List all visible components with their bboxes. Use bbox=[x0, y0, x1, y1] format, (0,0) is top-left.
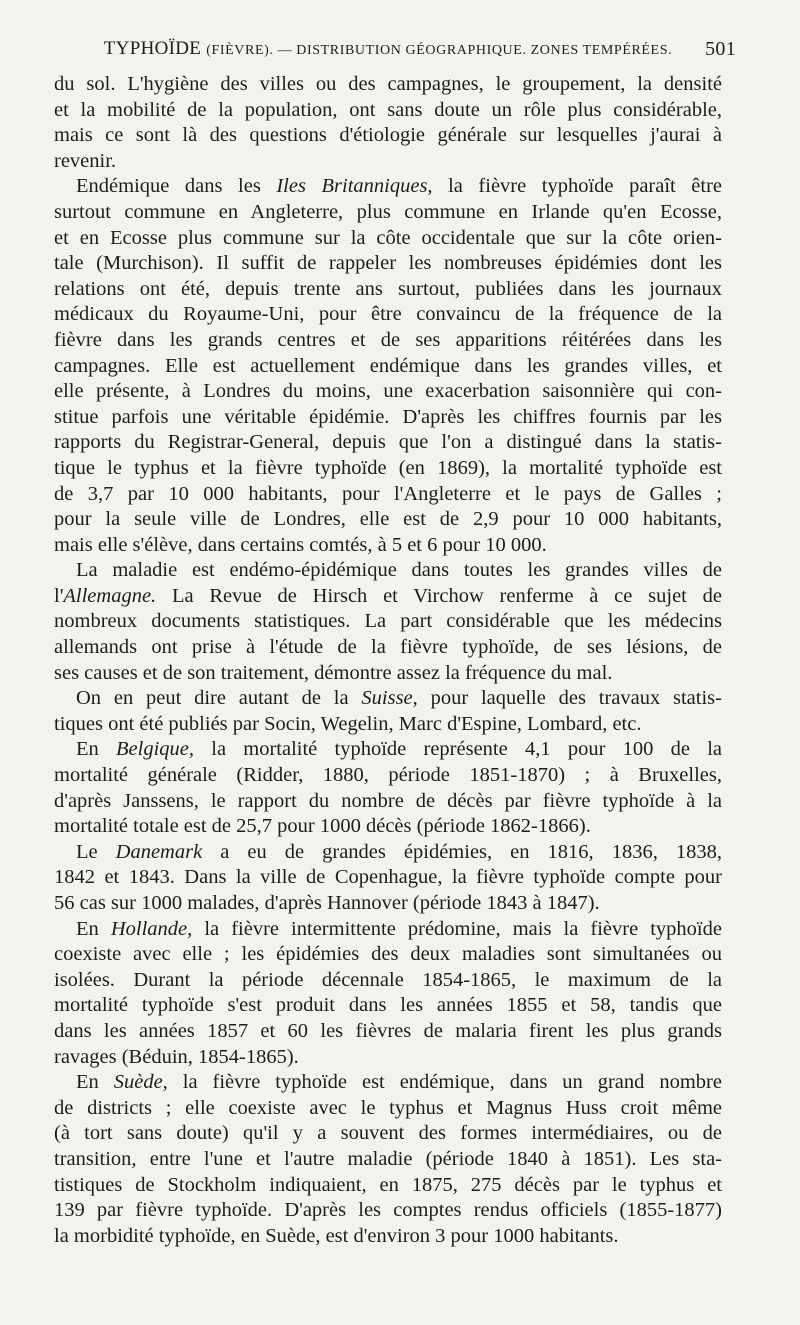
italic-term: Iles Britanniques, bbox=[276, 175, 433, 198]
running-head bbox=[54, 38, 736, 68]
text-line bbox=[54, 1224, 722, 1250]
text-run: la morbidité typhoïde, en Suède, est d'environ 3 pour 1000 habitants. bbox=[54, 1224, 619, 1247]
text-run: fièvre dans les grands centres et de ses apparitions réitérées dans les bbox=[54, 328, 722, 351]
body-text bbox=[54, 72, 722, 1249]
italic-term: Suède, bbox=[113, 1071, 168, 1094]
italic-term: Belgique, bbox=[116, 738, 195, 761]
text-run: isolées. Durant la période décennale 1854-1865, le maximum de la bbox=[54, 968, 722, 991]
text-line bbox=[54, 609, 722, 635]
text-run: En bbox=[76, 1071, 114, 1094]
text-line bbox=[54, 661, 722, 687]
text-line bbox=[54, 174, 722, 200]
text-line bbox=[54, 123, 722, 149]
text-line bbox=[54, 456, 722, 482]
text-line bbox=[54, 993, 722, 1019]
text-run: de districts ; elle coexiste avec le typhus et Magnus Huss croit même bbox=[54, 1096, 722, 1119]
text-line bbox=[54, 1096, 722, 1122]
text-line bbox=[54, 430, 722, 456]
text-line bbox=[54, 712, 722, 738]
text-run: surtout commune en Angleterre, plus commune en Irlande qu'en Ecosse, bbox=[54, 200, 722, 223]
text-run: mais ce sont là des questions d'étiologie générale sur lesquelles j'aurai à bbox=[54, 124, 722, 147]
text-line bbox=[54, 865, 722, 891]
text-line bbox=[54, 302, 722, 328]
text-run: rapports du Registrar-General, depuis que l'on a distingué dans la statis- bbox=[54, 431, 722, 454]
text-run: tistiques de Stockholm indiquaient, en 1875, 275 décès par le typhus et bbox=[54, 1173, 722, 1196]
text-line bbox=[54, 1070, 722, 1096]
text-run: allemands ont prise à l'étude de la fièvre typhoïde, de ses lésions, de bbox=[54, 636, 722, 659]
text-run: du sol. L'hygiène des villes ou des campagnes, le groupement, la densité bbox=[54, 73, 722, 95]
text-run: la fièvre intermittente prédomine, mais la fièvre typhoïde bbox=[192, 917, 722, 940]
text-run: (à tort sans doute) qu'il y a souvent des formes intermédiaires, ou de bbox=[54, 1122, 722, 1145]
page-number: 501 bbox=[705, 38, 736, 60]
text-run: coexiste avec elle ; les épidémies des deux maladies sont simultanées ou bbox=[54, 943, 722, 966]
text-line bbox=[54, 814, 722, 840]
text-line bbox=[54, 200, 722, 226]
text-run: a eu de grandes épidémies, en 1816, 1836, 1838, bbox=[202, 840, 722, 863]
text-line bbox=[54, 72, 722, 98]
text-run: En bbox=[76, 917, 111, 940]
text-run: médicaux du Royaume-Uni, pour être convaincu de la fréquence de la bbox=[54, 303, 722, 326]
text-line bbox=[54, 789, 722, 815]
text-run: On en peut dire autant de la bbox=[76, 687, 362, 710]
text-line bbox=[54, 405, 722, 431]
text-run: ravages (Béduin, 1854-1865). bbox=[54, 1045, 299, 1068]
text-run: la fièvre typhoïde est endémique, dans un grand nombre bbox=[167, 1071, 722, 1094]
text-line bbox=[54, 635, 722, 661]
text-run: transition, entre l'une et l'autre maladie (période 1840 à 1851). Les sta- bbox=[54, 1147, 722, 1170]
text-line bbox=[54, 251, 722, 277]
text-line bbox=[54, 1019, 722, 1045]
text-run: nombreux documents statistiques. La part considérable que les médecins bbox=[54, 610, 722, 633]
text-run: La Revue de Hirsch et Virchow renferme à ce sujet de bbox=[156, 584, 722, 607]
text-line bbox=[54, 1147, 722, 1173]
text-line bbox=[54, 1045, 722, 1071]
text-run: d'après Janssens, le rapport du nombre de décès par fièvre typhoïde à la bbox=[54, 789, 722, 812]
text-run: pour laquelle des travaux statis- bbox=[417, 687, 722, 710]
text-run: et la mobilité de la population, ont sans doute un rôle plus considérable, bbox=[54, 98, 722, 121]
text-line bbox=[54, 277, 722, 303]
text-run: tale (Murchison). Il suffit de rappeler les nombreuses épidémies dont les bbox=[54, 252, 722, 275]
text-line bbox=[54, 482, 722, 508]
text-run: mais elle s'élève, dans certains comtés, à 5 et 6 pour 10 000. bbox=[54, 533, 547, 556]
italic-term: Danemark bbox=[115, 840, 203, 863]
text-run: La maladie est endémo-épidémique dans toutes les grandes villes de bbox=[76, 559, 722, 582]
text-run: En bbox=[76, 738, 117, 761]
text-run: relations ont été, depuis trente ans surtout, publiées dans les journaux bbox=[54, 277, 722, 300]
text-line bbox=[54, 763, 722, 789]
text-run: elle présente, à Londres du moins, une exacerbation saisonnière qui con- bbox=[54, 380, 722, 403]
text-run: dans les années 1857 et 60 les fièvres de malaria firent les plus grands bbox=[54, 1019, 722, 1042]
text-line bbox=[54, 149, 722, 175]
italic-term: Suisse, bbox=[361, 687, 418, 710]
text-run: ses causes et de son traitement, démontre assez la fréquence du mal. bbox=[54, 661, 613, 684]
text-line bbox=[54, 737, 722, 763]
text-run: campagnes. Elle est actuellement endémique dans les grandes villes, et bbox=[54, 354, 722, 377]
text-line bbox=[54, 226, 722, 252]
text-run: la mortalité typhoïde représente 4,1 pour 100 de la bbox=[194, 738, 722, 761]
text-line bbox=[54, 1173, 722, 1199]
text-line bbox=[54, 379, 722, 405]
text-run: mortalité totale est de 25,7 pour 1000 décès (période 1862-1866). bbox=[54, 815, 591, 838]
running-head-paren: (FIÈVRE). bbox=[206, 43, 274, 58]
text-run: revenir. bbox=[54, 149, 117, 172]
text-line bbox=[54, 917, 722, 943]
running-head-main: TYPHOÏDE bbox=[103, 38, 202, 59]
text-run: 139 par fièvre typhoïde. D'après les comptes rendus officiels (1855-1877) bbox=[54, 1199, 722, 1222]
italic-term: Allemagne. bbox=[63, 584, 157, 607]
text-line bbox=[54, 686, 722, 712]
text-run: mortalité typhoïde s'est produit dans les années 1855 et 58, tandis que bbox=[54, 994, 722, 1017]
text-run: pour la seule ville de Londres, elle est de 2,9 pour 10 000 habitants, bbox=[54, 508, 722, 531]
text-run: la fièvre typhoïde paraît être bbox=[432, 175, 722, 198]
text-line bbox=[54, 354, 722, 380]
italic-term: Hollande, bbox=[110, 917, 193, 940]
text-line bbox=[54, 891, 722, 917]
text-run: et en Ecosse plus commune sur la côte occidentale que sur la côte orien- bbox=[54, 226, 722, 249]
text-line bbox=[54, 1121, 722, 1147]
text-line bbox=[54, 942, 722, 968]
text-line bbox=[54, 533, 722, 559]
text-run: stitue parfois une véritable épidémie. D'après les chiffres fournis par les bbox=[54, 405, 722, 428]
running-head-rest: — DISTRIBUTION GÉOGRAPHIQUE. ZONES TEMPÉRÉES. bbox=[273, 43, 673, 58]
text-run: tique le typhus et la fièvre typhoïde (en 1869), la mortalité typhoïde est bbox=[54, 456, 722, 479]
text-run: Le bbox=[76, 840, 116, 863]
text-run: l' bbox=[54, 584, 64, 607]
text-line bbox=[54, 98, 722, 124]
text-line bbox=[54, 328, 722, 354]
text-line bbox=[54, 840, 722, 866]
text-line bbox=[54, 1198, 722, 1224]
text-line bbox=[54, 584, 722, 610]
running-head-title bbox=[104, 38, 672, 59]
text-run: de 3,7 par 10 000 habitants, pour l'Angleterre et le pays de Galles ; bbox=[54, 482, 722, 505]
text-line bbox=[54, 558, 722, 584]
text-line bbox=[54, 968, 722, 994]
text-run: tiques ont été publiés par Socin, Wegelin, Marc d'Espine, Lombard, etc. bbox=[54, 712, 642, 735]
text-run: 56 cas sur 1000 malades, d'après Hannover (période 1843 à 1847). bbox=[54, 892, 600, 914]
text-line bbox=[54, 507, 722, 533]
text-run: Endémique dans les bbox=[76, 175, 277, 198]
text-run: 1842 et 1843. Dans la ville de Copenhague, la fièvre typhoïde compte pour bbox=[54, 866, 722, 889]
text-run: mortalité générale (Ridder, 1880, période 1851-1870) ; à Bruxelles, bbox=[54, 764, 722, 787]
